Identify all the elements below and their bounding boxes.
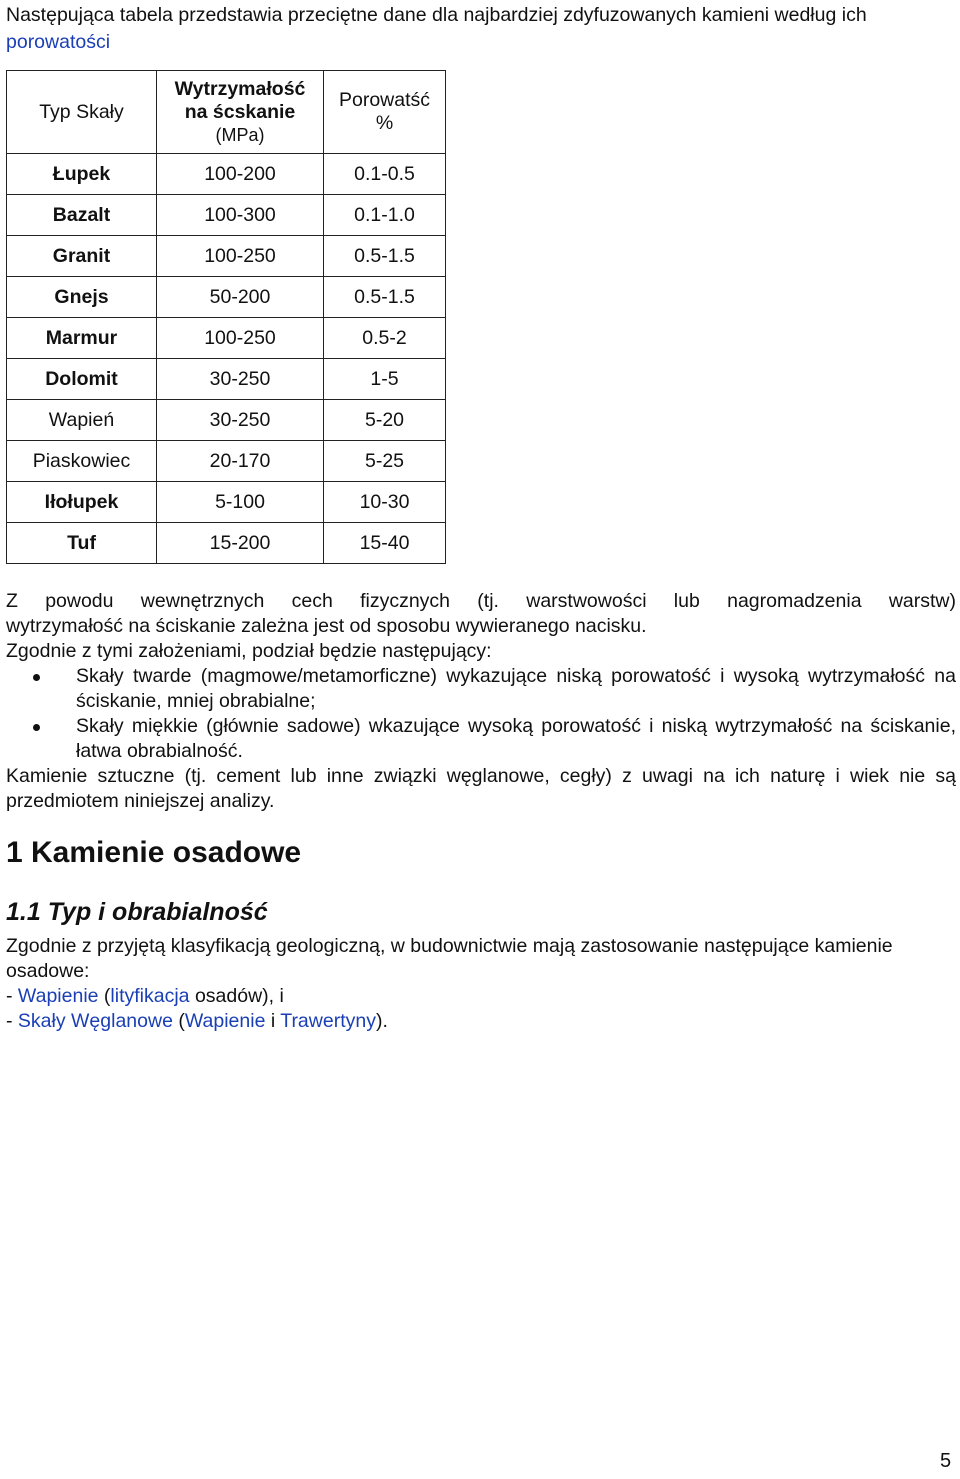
cell-porosity: 0.1-1.0 [324, 195, 446, 236]
text-fragment: osadów), i [189, 985, 284, 1007]
body-text [6, 589, 956, 814]
intro-paragraph [6, 2, 956, 56]
limestones-link[interactable]: Wapienie [17, 985, 99, 1007]
rock-properties-table [6, 70, 446, 564]
cell-strength: 15-200 [157, 523, 324, 564]
travertines-link[interactable]: Trawertyny [280, 1010, 376, 1032]
cell-strength: 100-250 [157, 318, 324, 359]
cell-rock-type: Gnejs [7, 277, 157, 318]
header-rock-type [7, 71, 157, 154]
classification-section [6, 934, 956, 1034]
cell-rock-type: Bazalt [7, 195, 157, 236]
cell-porosity: 5-20 [324, 400, 446, 441]
text-fragment: ( [98, 985, 111, 1007]
cell-porosity: 5-25 [324, 441, 446, 482]
heading-sedimentary-stones: 1 Kamienie osadowe [6, 836, 302, 869]
list-item [6, 664, 956, 714]
table-row [7, 400, 446, 441]
paragraph-properties-line1: Z powodu wewnętrznych cech fizycznych (tj. warstwowości lub nagromadzenia warstw) [6, 590, 956, 612]
cell-strength: 100-300 [157, 195, 324, 236]
cell-strength: 50-200 [157, 277, 324, 318]
cell-rock-type: Tuf [7, 523, 157, 564]
cell-porosity: 0.5-1.5 [324, 236, 446, 277]
paragraph-artificial-stones: Kamienie sztuczne (tj. cement lub inne związki węglanowe, cegły) z uwagi na ich naturę i wiek nie są przedmiotem niniejszej analizy. [6, 765, 956, 812]
paragraph-classification: Zgodnie z przyjętą klasyfikacją geologiczną, w budownictwie mają zastosowanie następujące kamienie osadowe: [6, 935, 893, 982]
cell-strength: 100-250 [157, 236, 324, 277]
lithification-link[interactable]: lityfikacja [110, 985, 190, 1007]
header-porosity-line2: % [375, 112, 394, 134]
cell-porosity: 1-5 [324, 359, 446, 400]
header-strength-line2: na ścskanie [184, 100, 296, 123]
table-row [7, 482, 446, 523]
cell-strength: 5-100 [157, 482, 324, 523]
header-porosity-line1: Porowatść [338, 89, 431, 111]
table-row [7, 154, 446, 195]
paragraph-properties-line2: wytrzymałość na ściskanie zależna jest od sposobu wywieranego nacisku. [6, 615, 647, 637]
text-fragment: ( [172, 1010, 185, 1032]
cell-porosity: 15-40 [324, 523, 446, 564]
bullet-dot-icon [33, 724, 40, 731]
cell-porosity: 0.1-0.5 [324, 154, 446, 195]
table-header-row [7, 71, 446, 154]
header-strength-line1: Wytrzymałość [174, 77, 306, 100]
cell-strength: 20-170 [157, 441, 324, 482]
header-strength-unit: (MPa) [215, 124, 265, 145]
cell-rock-type: Piaskowiec [7, 441, 157, 482]
cell-rock-type: Iłołupek [7, 482, 157, 523]
page-number: 5 [940, 1450, 952, 1472]
porosity-link[interactable]: porowatości [6, 31, 111, 53]
cell-rock-type: Dolomit [7, 359, 157, 400]
cell-porosity: 10-30 [324, 482, 446, 523]
table-row [7, 359, 446, 400]
table-row [7, 236, 446, 277]
cell-rock-type: Marmur [7, 318, 157, 359]
table-row [7, 441, 446, 482]
table-row [7, 523, 446, 564]
heading-type-workability: 1.1 Typ i obrabialność [6, 898, 268, 926]
cell-strength: 30-250 [157, 400, 324, 441]
text-fragment: ). [375, 1010, 388, 1032]
cell-rock-type: Granit [7, 236, 157, 277]
header-porosity [324, 71, 446, 154]
cell-porosity: 0.5-2 [324, 318, 446, 359]
bullet-text: Skały miękkie (głównie sadowe) wkazujące wysoką porowatość i niską wytrzymałość na ściskanie, łatwa obrabialność. [76, 715, 956, 762]
limestones-link-2[interactable]: Wapienie [184, 1010, 266, 1032]
bullet-list [6, 664, 956, 764]
dash: - [6, 1010, 18, 1032]
bullet-text: Skały twarde (magmowe/metamorficzne) wykazujące niską porowatość i wysoką wytrzymałość na ściskanie, mniej obrabialne; [76, 665, 956, 712]
cell-rock-type: Wapień [7, 400, 157, 441]
list-line-limestones [6, 984, 956, 1009]
intro-text: Następująca tabela przedstawia przeciętne dane dla najbardziej zdyfuzowanych kamieni według ich [6, 4, 867, 26]
text-fragment: i [265, 1010, 281, 1032]
header-rock-type-label: Typ Skały [39, 100, 124, 123]
cell-porosity: 0.5-1.5 [324, 277, 446, 318]
cell-rock-type: Łupek [7, 154, 157, 195]
cell-strength: 100-200 [157, 154, 324, 195]
bullet-dot-icon [33, 674, 40, 681]
table-row [7, 318, 446, 359]
table-row [7, 195, 446, 236]
table-row [7, 277, 446, 318]
header-strength [157, 71, 324, 154]
list-item [6, 714, 956, 764]
dash: - [6, 985, 18, 1007]
carbonate-rocks-link[interactable]: Skały Węglanowe [17, 1010, 173, 1032]
list-line-carbonates [6, 1009, 956, 1034]
cell-strength: 30-250 [157, 359, 324, 400]
paragraph-division: Zgodnie z tymi założeniami, podział będzie następujący: [6, 640, 492, 662]
